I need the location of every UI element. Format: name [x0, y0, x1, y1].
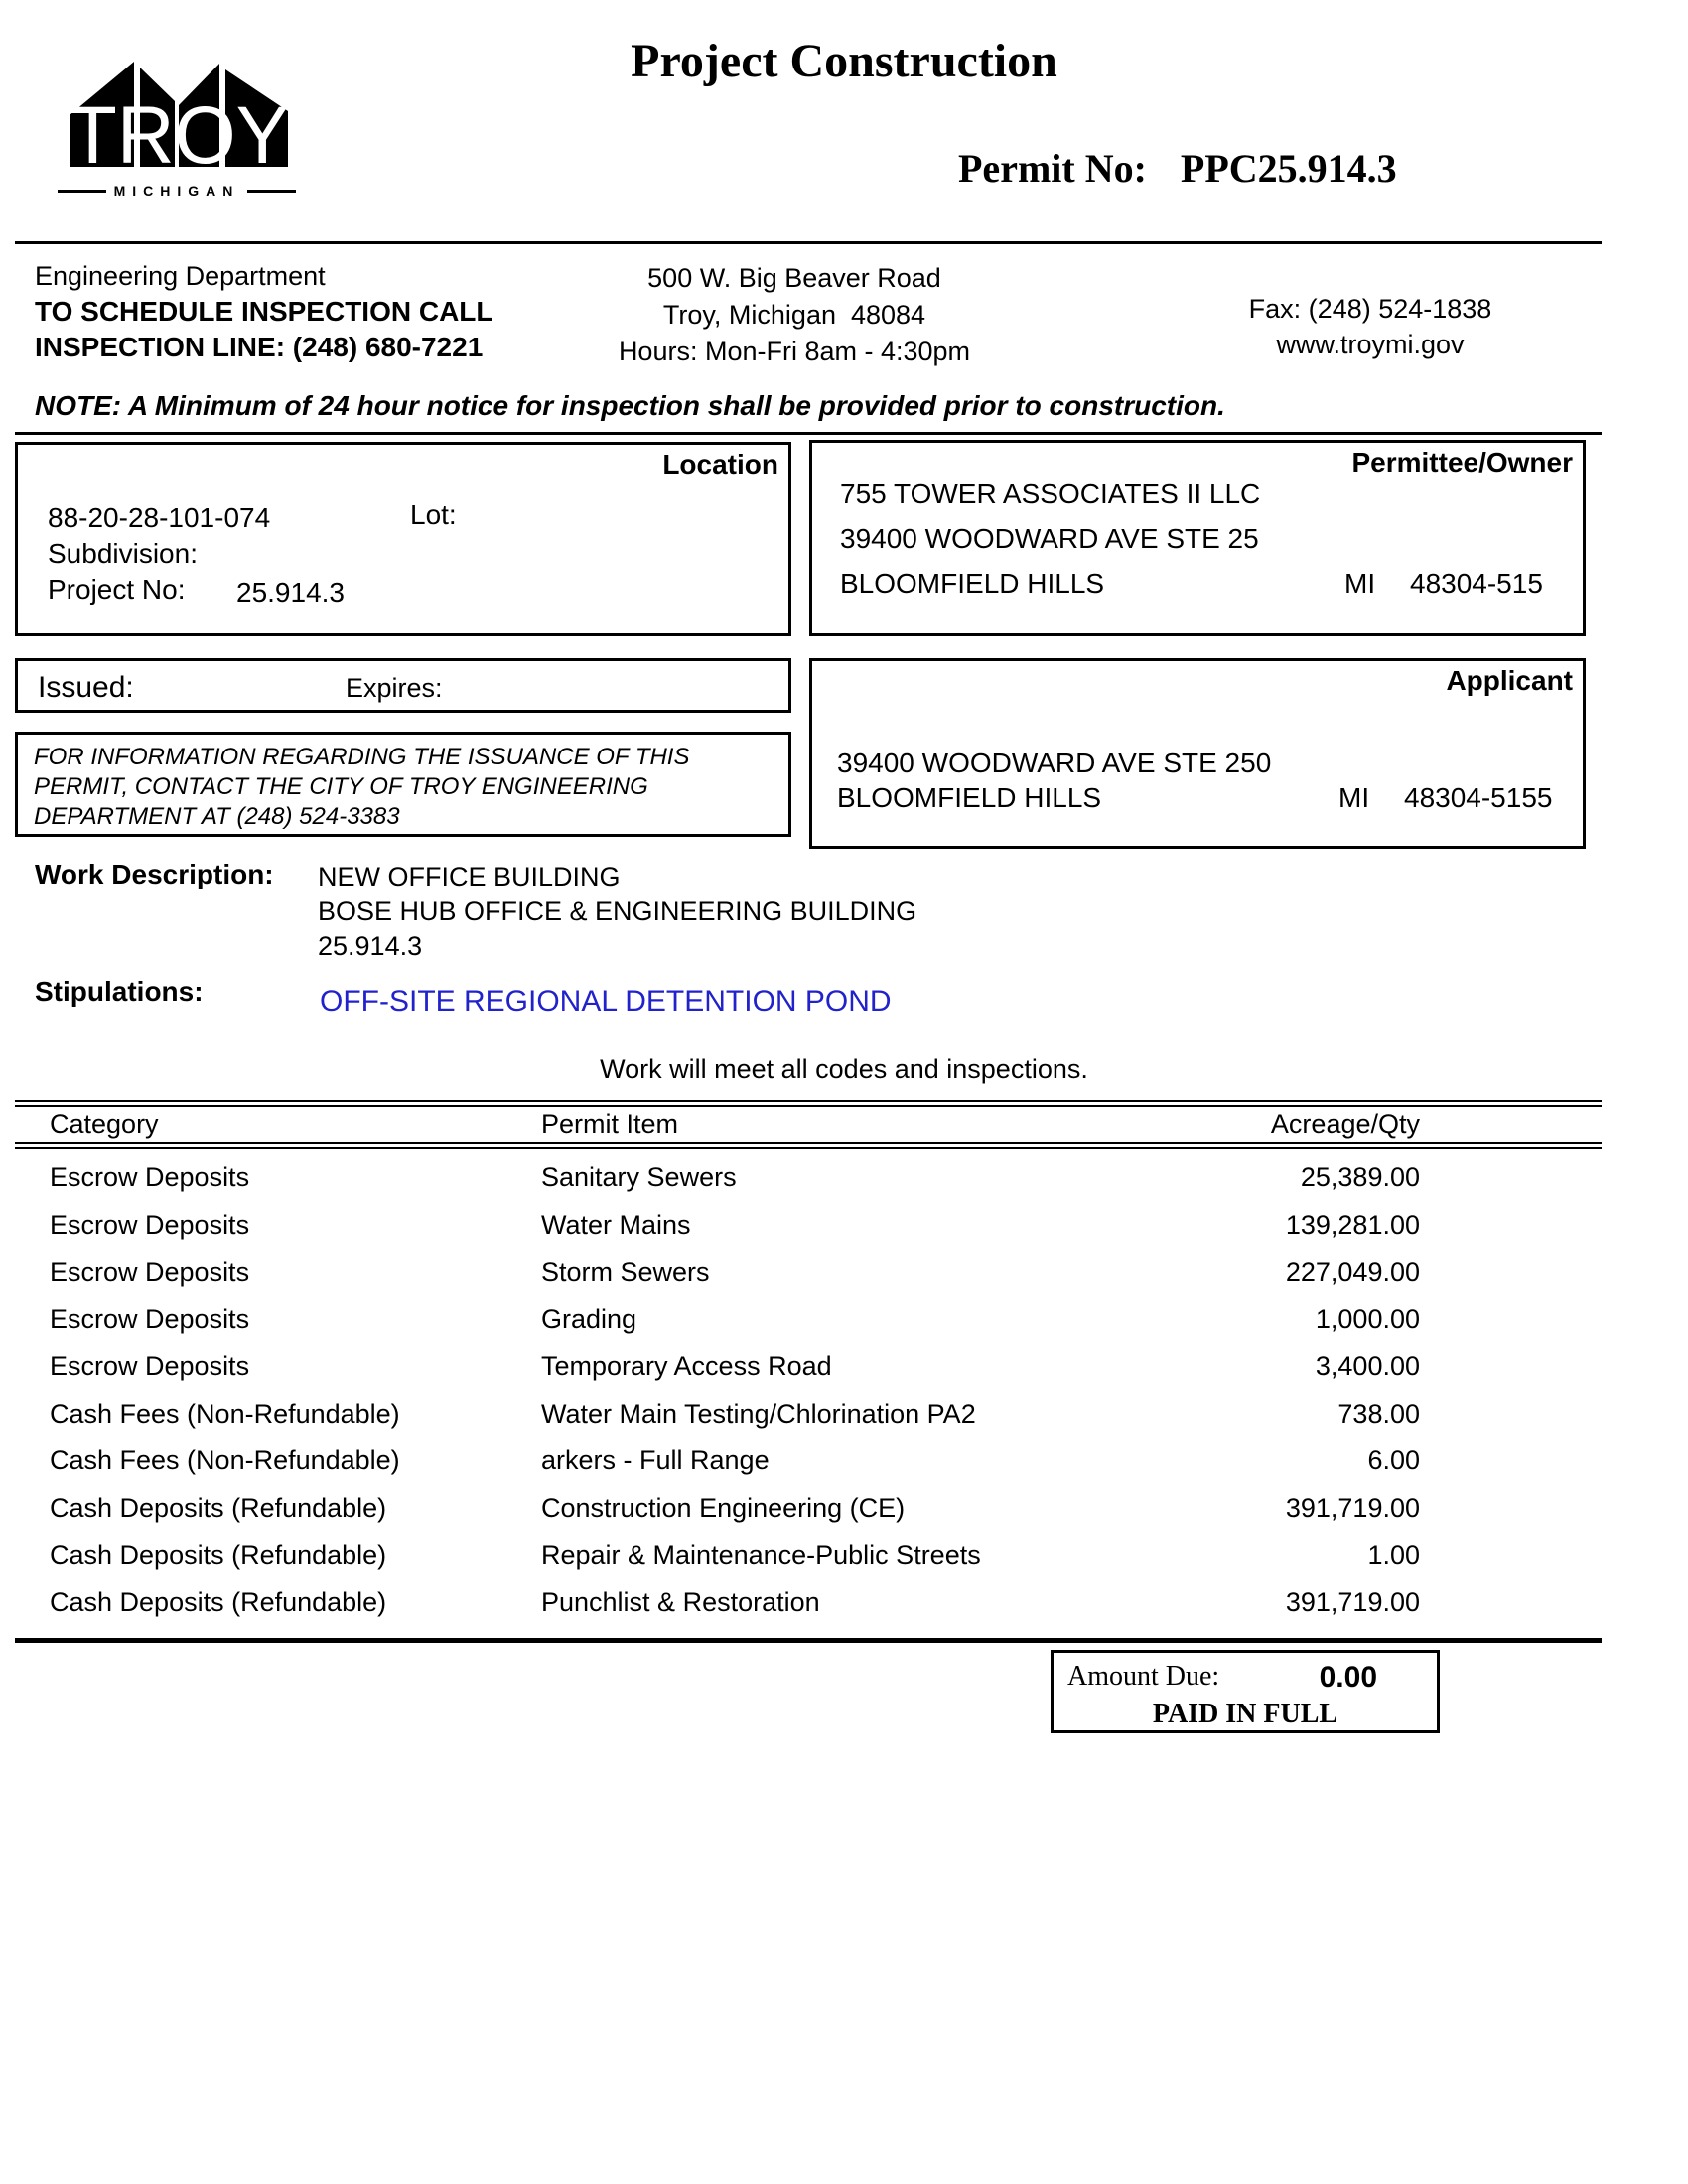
- logo-troy-text: TROY: [69, 90, 289, 174]
- fee-item: Water Main Testing/Chlorination PA2: [541, 1398, 976, 1429]
- applicant-city: BLOOMFIELD HILLS: [837, 782, 1102, 813]
- fee-amount: 25,389.00: [1300, 1162, 1420, 1193]
- fee-item: Temporary Access Road: [541, 1351, 832, 1382]
- applicant-address: 39400 WOODWARD AVE STE 250: [837, 748, 1272, 778]
- fee-amount: 3,400.00: [1315, 1351, 1420, 1382]
- work-description-value: [318, 860, 916, 964]
- fee-row: [15, 1155, 1569, 1202]
- amount-due-label: Amount Due:: [1067, 1661, 1220, 1692]
- fax-number: Fax: (248) 524-1838: [1248, 294, 1492, 324]
- fee-category: Escrow Deposits: [50, 1351, 250, 1382]
- applicant-box-label: Applicant: [1446, 665, 1573, 696]
- permittee-city: BLOOMFIELD HILLS: [840, 568, 1105, 599]
- fee-table-header-rule: [15, 1142, 1602, 1149]
- issuance-info-line1: FOR INFORMATION REGARDING THE ISSUANCE OF THIS: [34, 744, 690, 770]
- fee-col-permit-item: Permit Item: [541, 1108, 679, 1139]
- fee-amount: 738.00: [1337, 1398, 1420, 1429]
- fee-item: Punchlist & Restoration: [541, 1586, 820, 1617]
- contact-left-column: [35, 258, 493, 365]
- permittee-zip: 48304-515: [1410, 568, 1543, 599]
- amount-due-value: 0.00: [1319, 1661, 1377, 1694]
- expires-label: Expires:: [346, 673, 443, 703]
- permittee-state: MI: [1344, 568, 1376, 599]
- permittee-box-label: Permittee/Owner: [1351, 447, 1573, 478]
- contact-fax-column: [1142, 291, 1599, 362]
- applicant-state: MI: [1338, 782, 1370, 813]
- permittee-name: 755 TOWER ASSOCIATES II LLC: [840, 478, 1261, 509]
- office-hours: Hours: Mon-Fri 8am - 4:30pm: [618, 337, 971, 366]
- fee-col-category: Category: [50, 1108, 159, 1139]
- header-divider-line: [15, 241, 1602, 244]
- fee-amount: 391,719.00: [1285, 1492, 1420, 1523]
- inspection-notice: NOTE: A Minimum of 24 hour notice for inspection shall be provided prior to construction.: [35, 390, 1225, 421]
- permit-number: [958, 146, 1397, 191]
- permit-number-label: Permit No:: [958, 146, 1147, 191]
- amount-due-box: [1051, 1650, 1440, 1733]
- fee-table-body: [15, 1155, 1569, 1626]
- issued-label: Issued:: [38, 671, 134, 704]
- fee-category: Escrow Deposits: [50, 1162, 250, 1193]
- fee-table-header: [15, 1108, 1604, 1140]
- applicant-zip: 48304-5155: [1404, 782, 1553, 813]
- fee-category: Cash Deposits (Refundable): [50, 1540, 387, 1570]
- logo-dash-left: [58, 190, 106, 193]
- fee-row: [15, 1437, 1569, 1485]
- project-no-label: Project No:: [48, 574, 186, 605]
- fee-item: Construction Engineering (CE): [541, 1492, 906, 1523]
- logo-michigan-row: [58, 183, 296, 199]
- department-name: Engineering Department: [35, 261, 326, 291]
- logo-michigan-label: MICHIGAN: [113, 183, 240, 199]
- fee-amount: 1.00: [1367, 1540, 1420, 1570]
- fee-amount: 1,000.00: [1315, 1303, 1420, 1334]
- paid-in-full-status: PAID IN FULL: [1152, 1699, 1338, 1729]
- city-state-zip: Troy, Michigan 48084: [662, 300, 926, 330]
- fee-row: [15, 1391, 1569, 1438]
- applicant-box: [809, 658, 1586, 849]
- fee-category: Escrow Deposits: [50, 1257, 250, 1288]
- codes-note: Work will meet all codes and inspections.: [600, 1054, 1088, 1084]
- fee-row: [15, 1579, 1569, 1627]
- parcel-id: 88-20-28-101-074: [48, 502, 271, 533]
- location-box-label: Location: [662, 449, 778, 479]
- stipulations-label: Stipulations:: [35, 976, 204, 1007]
- work-description-label: Work Description:: [35, 859, 274, 889]
- document-title: Project Construction: [631, 35, 1057, 87]
- permit-number-value: PPC25.914.3: [1180, 146, 1397, 191]
- inspection-phone-line: INSPECTION LINE: (248) 680-7221: [35, 332, 484, 362]
- street-address: 500 W. Big Beaver Road: [647, 263, 941, 293]
- subdivision-label: Subdivision:: [48, 538, 198, 569]
- location-box: [15, 442, 791, 636]
- stipulations-value: OFF-SITE REGIONAL DETENTION POND: [320, 985, 892, 1018]
- fee-row: [15, 1249, 1569, 1297]
- fee-category: Cash Fees (Non-Refundable): [50, 1398, 400, 1429]
- issued-expires-box: [15, 658, 791, 713]
- contact-address-column: [447, 260, 1142, 370]
- issuance-info-text: [34, 743, 689, 832]
- notice-divider-line: [15, 432, 1602, 435]
- issuance-info-box: [15, 732, 791, 837]
- fee-amount: 139,281.00: [1285, 1209, 1420, 1240]
- fee-table-bottom-rule: [15, 1638, 1602, 1643]
- fee-category: Escrow Deposits: [50, 1303, 250, 1334]
- fee-item: Storm Sewers: [541, 1257, 710, 1288]
- fee-category: Escrow Deposits: [50, 1209, 250, 1240]
- fee-category: Cash Fees (Non-Refundable): [50, 1445, 400, 1476]
- work-description-line1: NEW OFFICE BUILDING: [318, 862, 621, 891]
- fee-row: [15, 1297, 1569, 1344]
- permittee-address: 39400 WOODWARD AVE STE 25: [840, 523, 1259, 554]
- fee-category: Cash Deposits (Refundable): [50, 1586, 387, 1617]
- issuance-info-line2: PERMIT, CONTACT THE CITY OF TROY ENGINEERING: [34, 773, 648, 800]
- fee-amount: 6.00: [1367, 1445, 1420, 1476]
- fee-row: [15, 1532, 1569, 1579]
- fee-item: Grading: [541, 1303, 637, 1334]
- logo-dash-right: [247, 190, 296, 193]
- schedule-inspection-line: TO SCHEDULE INSPECTION CALL: [35, 296, 493, 327]
- project-no-value: 25.914.3: [236, 577, 345, 608]
- permittee-owner-box: [809, 440, 1586, 636]
- work-description-line2: BOSE HUB OFFICE & ENGINEERING BUILDING: [318, 896, 917, 926]
- fee-table-top-rule: [15, 1100, 1602, 1107]
- fee-category: Cash Deposits (Refundable): [50, 1492, 387, 1523]
- fee-item: arkers - Full Range: [541, 1445, 770, 1476]
- issuance-info-line3: DEPARTMENT AT (248) 524-3383: [34, 803, 400, 830]
- fee-col-acreage-qty: Acreage/Qty: [1270, 1108, 1420, 1139]
- fee-row: [15, 1485, 1569, 1533]
- fee-row: [15, 1202, 1569, 1250]
- fee-amount: 227,049.00: [1285, 1257, 1420, 1288]
- work-description-line3: 25.914.3: [318, 931, 423, 961]
- website-url: www.troymi.gov: [1276, 330, 1465, 359]
- fee-amount: 391,719.00: [1285, 1586, 1420, 1617]
- fee-row: [15, 1343, 1569, 1391]
- lot-label: Lot:: [410, 499, 457, 530]
- fee-item: Sanitary Sewers: [541, 1162, 737, 1193]
- fee-item: Water Mains: [541, 1209, 691, 1240]
- fee-item: Repair & Maintenance-Public Streets: [541, 1540, 981, 1570]
